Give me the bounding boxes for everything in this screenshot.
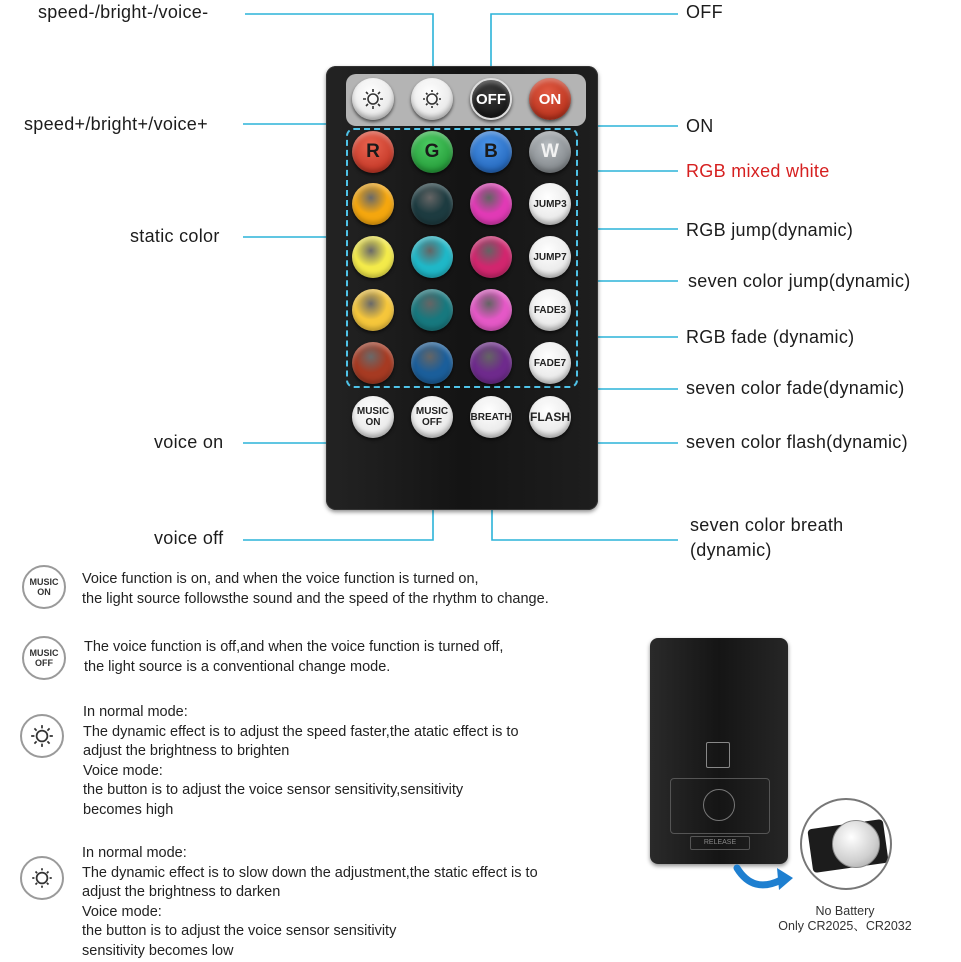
- color-button[interactable]: [411, 183, 453, 225]
- label-static-color: static color: [130, 226, 220, 246]
- blue-button[interactable]: B: [470, 131, 512, 173]
- release-tab[interactable]: RELEASE: [690, 836, 750, 850]
- music-on-icon: [22, 565, 66, 609]
- color-button[interactable]: [470, 342, 512, 384]
- on-button[interactable]: ON: [529, 78, 571, 120]
- battery-note: [760, 904, 930, 934]
- music-off-button[interactable]: [411, 396, 453, 438]
- color-button[interactable]: [352, 236, 394, 278]
- color-button[interactable]: [352, 342, 394, 384]
- fade3-button[interactable]: FADE3: [529, 289, 571, 331]
- recycle-bin-icon: [706, 742, 730, 768]
- curved-arrow-icon: [733, 858, 797, 898]
- sun-icon: [20, 856, 64, 900]
- color-button[interactable]: [470, 236, 512, 278]
- label-rgb-mixed-white: RGB mixed white: [686, 161, 830, 181]
- label-voice-off: voice off: [154, 528, 224, 548]
- label-seven-jump: seven color jump(dynamic): [688, 271, 911, 291]
- green-button[interactable]: G: [411, 131, 453, 173]
- label-seven-breath: seven color breath: [690, 515, 844, 535]
- speed-plus-button[interactable]: [352, 78, 394, 120]
- flash-button[interactable]: FLASH: [529, 396, 571, 438]
- color-button[interactable]: [470, 289, 512, 331]
- jump3-button[interactable]: JUMP3: [529, 183, 571, 225]
- label-speed-minus: speed-/bright-/voice-: [38, 2, 209, 22]
- music-off-icon: [22, 636, 66, 680]
- label-rgb-jump: RGB jump(dynamic): [686, 220, 854, 240]
- speed-minus-button[interactable]: [411, 78, 453, 120]
- breath-button[interactable]: BREATH: [470, 396, 512, 438]
- legend-music-on-l1: MUSIC: [29, 577, 59, 587]
- music-on-line2: ON: [365, 417, 381, 428]
- label-seven-breath-dynamic: (dynamic): [690, 540, 772, 560]
- coin-cell-outline: [703, 789, 735, 821]
- sun-icon: [20, 714, 64, 758]
- music-on-line1: MUSIC: [356, 406, 390, 417]
- music-off-line2: OFF: [422, 417, 442, 428]
- white-button[interactable]: W: [529, 131, 571, 173]
- legend-speed-plus-text: In normal mode: The dynamic effect is to adjust the speed faster,the atatic effect is to adjust the brightness to brighten Voice mode: the button is to adjust the voice sensor sensitivity,sensitivity becomes high: [83, 704, 519, 818]
- red-button[interactable]: R: [352, 131, 394, 173]
- legend-music-on-text: Voice function is on, and when the voice function is turned on, the light source followsthe sound and the speed of the rhythm to change.: [82, 571, 549, 607]
- color-button[interactable]: [411, 236, 453, 278]
- legend-music-off-l2: OFF: [35, 658, 53, 668]
- label-speed-plus: speed+/bright+/voice+: [24, 114, 208, 134]
- legend-music-off-text: The voice function is off,and when the voice function is turned off, the light source is a conventional change mode.: [84, 639, 504, 675]
- label-off: OFF: [686, 2, 723, 22]
- color-button[interactable]: [470, 183, 512, 225]
- coin-battery-icon: [832, 820, 880, 868]
- music-on-button[interactable]: [352, 396, 394, 438]
- sun-icon: [361, 87, 385, 111]
- legend-speed-minus-text: In normal mode: The dynamic effect is to slow down the adjustment,the static effect is to adjust the brightness to darken Voice mode: the button is to adjust the voice sensor sensitivity sensitivity becomes low: [82, 845, 538, 959]
- battery-note-line2: Only CR2025、CR2032: [778, 919, 912, 933]
- battery-compartment: [670, 778, 770, 834]
- fade7-button[interactable]: FADE7: [529, 342, 571, 384]
- label-voice-on: voice on: [154, 432, 224, 452]
- label-rgb-fade: RGB fade (dynamic): [686, 327, 855, 347]
- battery-note-line1: No Battery: [815, 904, 875, 918]
- remote-back: [650, 638, 788, 864]
- color-button[interactable]: [352, 289, 394, 331]
- jump7-button[interactable]: JUMP7: [529, 236, 571, 278]
- color-button[interactable]: [411, 289, 453, 331]
- color-button[interactable]: [352, 183, 394, 225]
- off-button[interactable]: OFF: [470, 78, 512, 120]
- battery-detail-circle: [800, 798, 892, 890]
- color-button[interactable]: [411, 342, 453, 384]
- music-off-line1: MUSIC: [415, 406, 449, 417]
- legend-music-on-l2: ON: [37, 587, 51, 597]
- sun-icon: [420, 87, 444, 111]
- legend-music-off-l1: MUSIC: [29, 648, 59, 658]
- label-seven-flash: seven color flash(dynamic): [686, 432, 908, 452]
- label-seven-fade: seven color fade(dynamic): [686, 378, 905, 398]
- label-on: ON: [686, 116, 714, 136]
